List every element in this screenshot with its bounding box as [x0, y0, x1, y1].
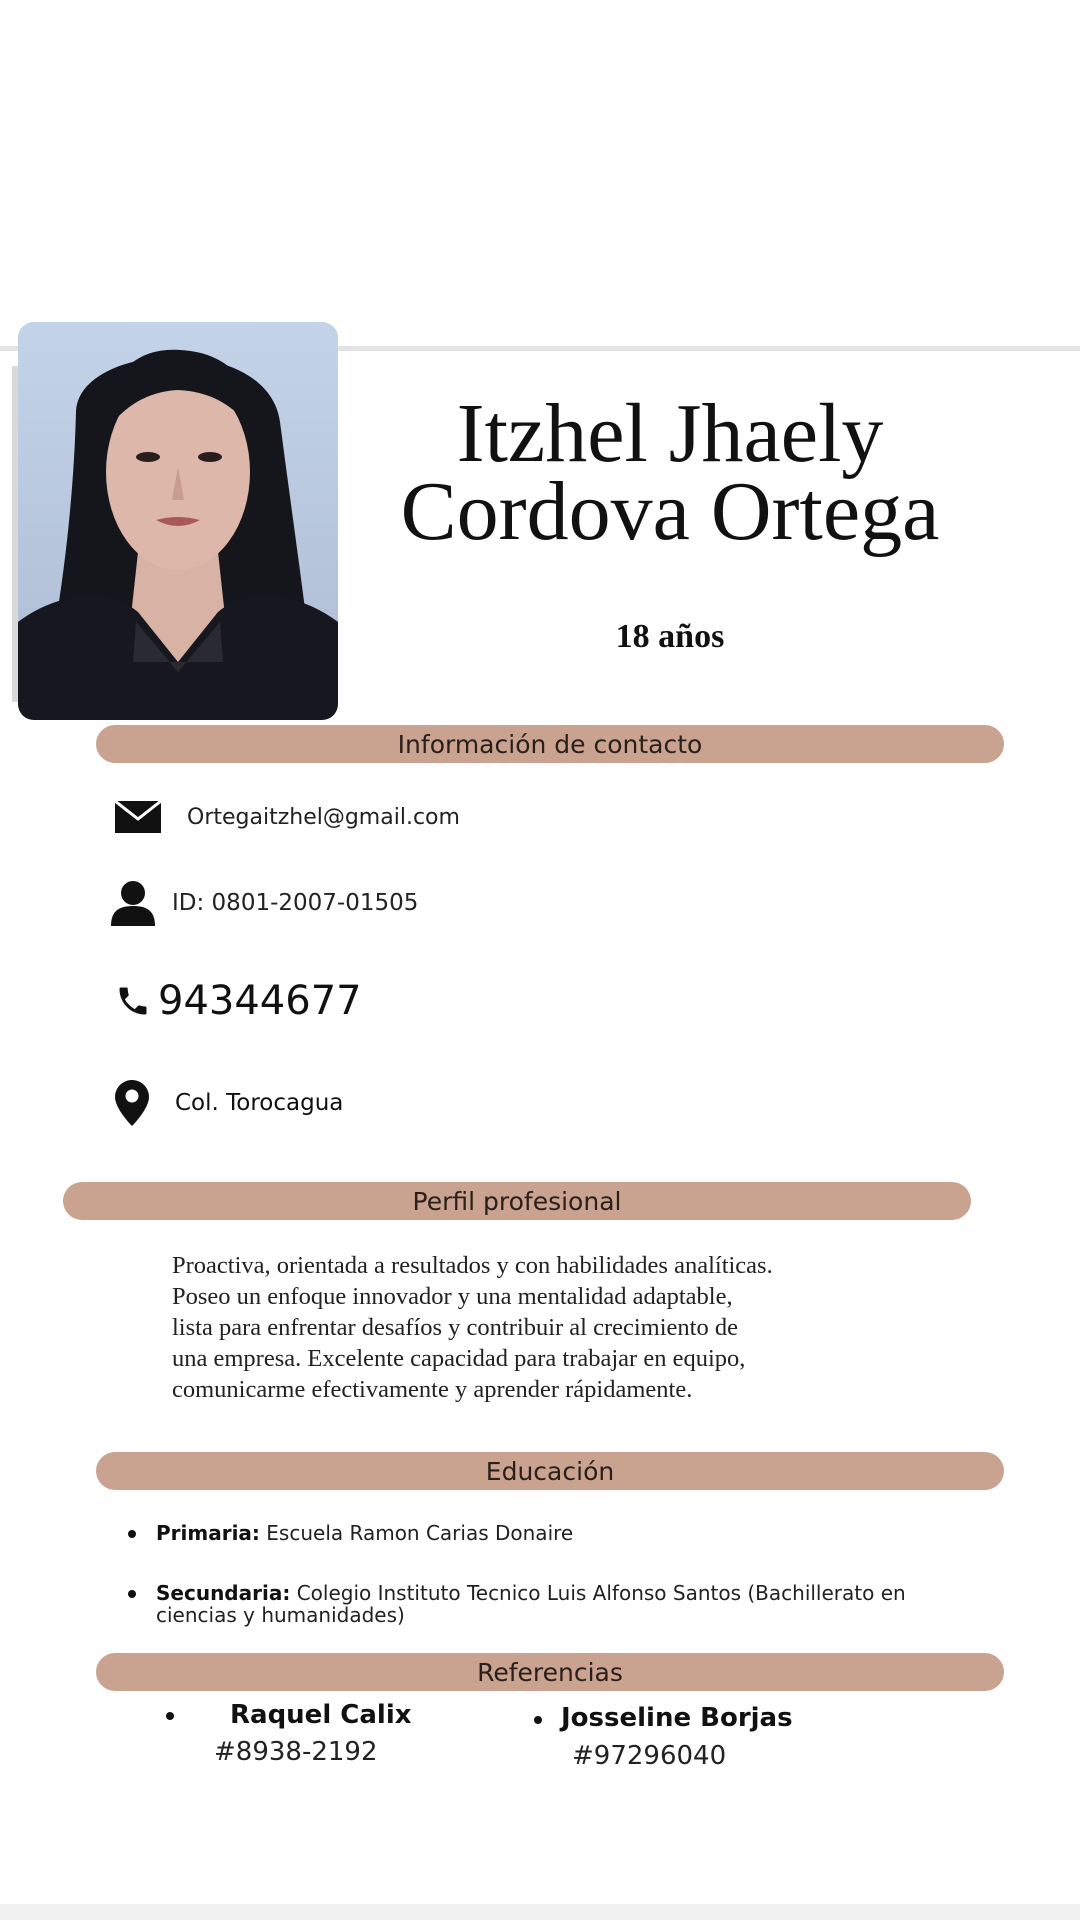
name-line-2: Cordova Ortega — [400, 465, 940, 558]
profile-line: Poseo un enfoque innovador y una mentalidad adaptable, — [172, 1283, 733, 1310]
phone-value: 94344677 — [158, 978, 362, 1024]
profile-section-header: Perfil profesional — [63, 1182, 971, 1220]
bullet — [128, 1590, 136, 1598]
references-section-header: Referencias — [96, 1653, 1004, 1691]
bullet — [128, 1530, 136, 1538]
age-label: 18 años — [615, 618, 725, 655]
reference-name: Raquel Calix — [230, 1700, 412, 1730]
person-icon — [110, 880, 156, 926]
bullet — [534, 1716, 542, 1724]
profile-line: una empresa. Excelente capacidad para trabajar en equipo, — [172, 1345, 746, 1372]
education-school: Colegio Instituto Tecnico Luis Alfonso Santos (Bachillerato en ciencias y humanidades) — [156, 1581, 906, 1627]
phone-icon — [114, 982, 152, 1020]
profile-photo — [18, 322, 338, 720]
bottom-edge — [0, 1904, 1080, 1920]
reference-name: Josseline Borjas — [561, 1703, 793, 1733]
contact-email-row — [115, 800, 460, 834]
profile-paragraph — [172, 1250, 892, 1405]
contact-section-header: Información de contacto — [96, 725, 1004, 763]
profile-line: lista para enfrentar desafíos y contribuir al crecimiento de — [172, 1314, 738, 1341]
education-level-label: Secundaria: — [156, 1581, 291, 1605]
envelope-icon — [115, 800, 161, 834]
profile-line: comunicarme efectivamente y aprender rápidamente. — [172, 1376, 693, 1403]
reference-phone: #8938-2192 — [214, 1737, 378, 1767]
reference-phone: #97296040 — [572, 1741, 727, 1771]
education-level-label: Primaria: — [156, 1521, 260, 1545]
address-value: Col. Torocagua — [175, 1090, 344, 1116]
name-line-1: Itzhel Jhaely — [456, 387, 884, 480]
contact-phone-row — [114, 978, 362, 1024]
profile-line: Proactiva, orientada a resultados y con habilidades analíticas. — [172, 1252, 773, 1279]
location-pin-icon — [115, 1080, 149, 1126]
contact-id-row — [110, 880, 418, 926]
education-section-header: Educación — [96, 1452, 1004, 1490]
email-value: Ortegaitzhel@gmail.com — [187, 804, 460, 830]
id-value: ID: 0801-2007-01505 — [172, 890, 419, 916]
contact-address-row — [115, 1080, 343, 1126]
education-school: Escuela Ramon Carias Donaire — [266, 1521, 574, 1545]
full-name — [340, 387, 1000, 558]
bullet — [166, 1712, 174, 1720]
